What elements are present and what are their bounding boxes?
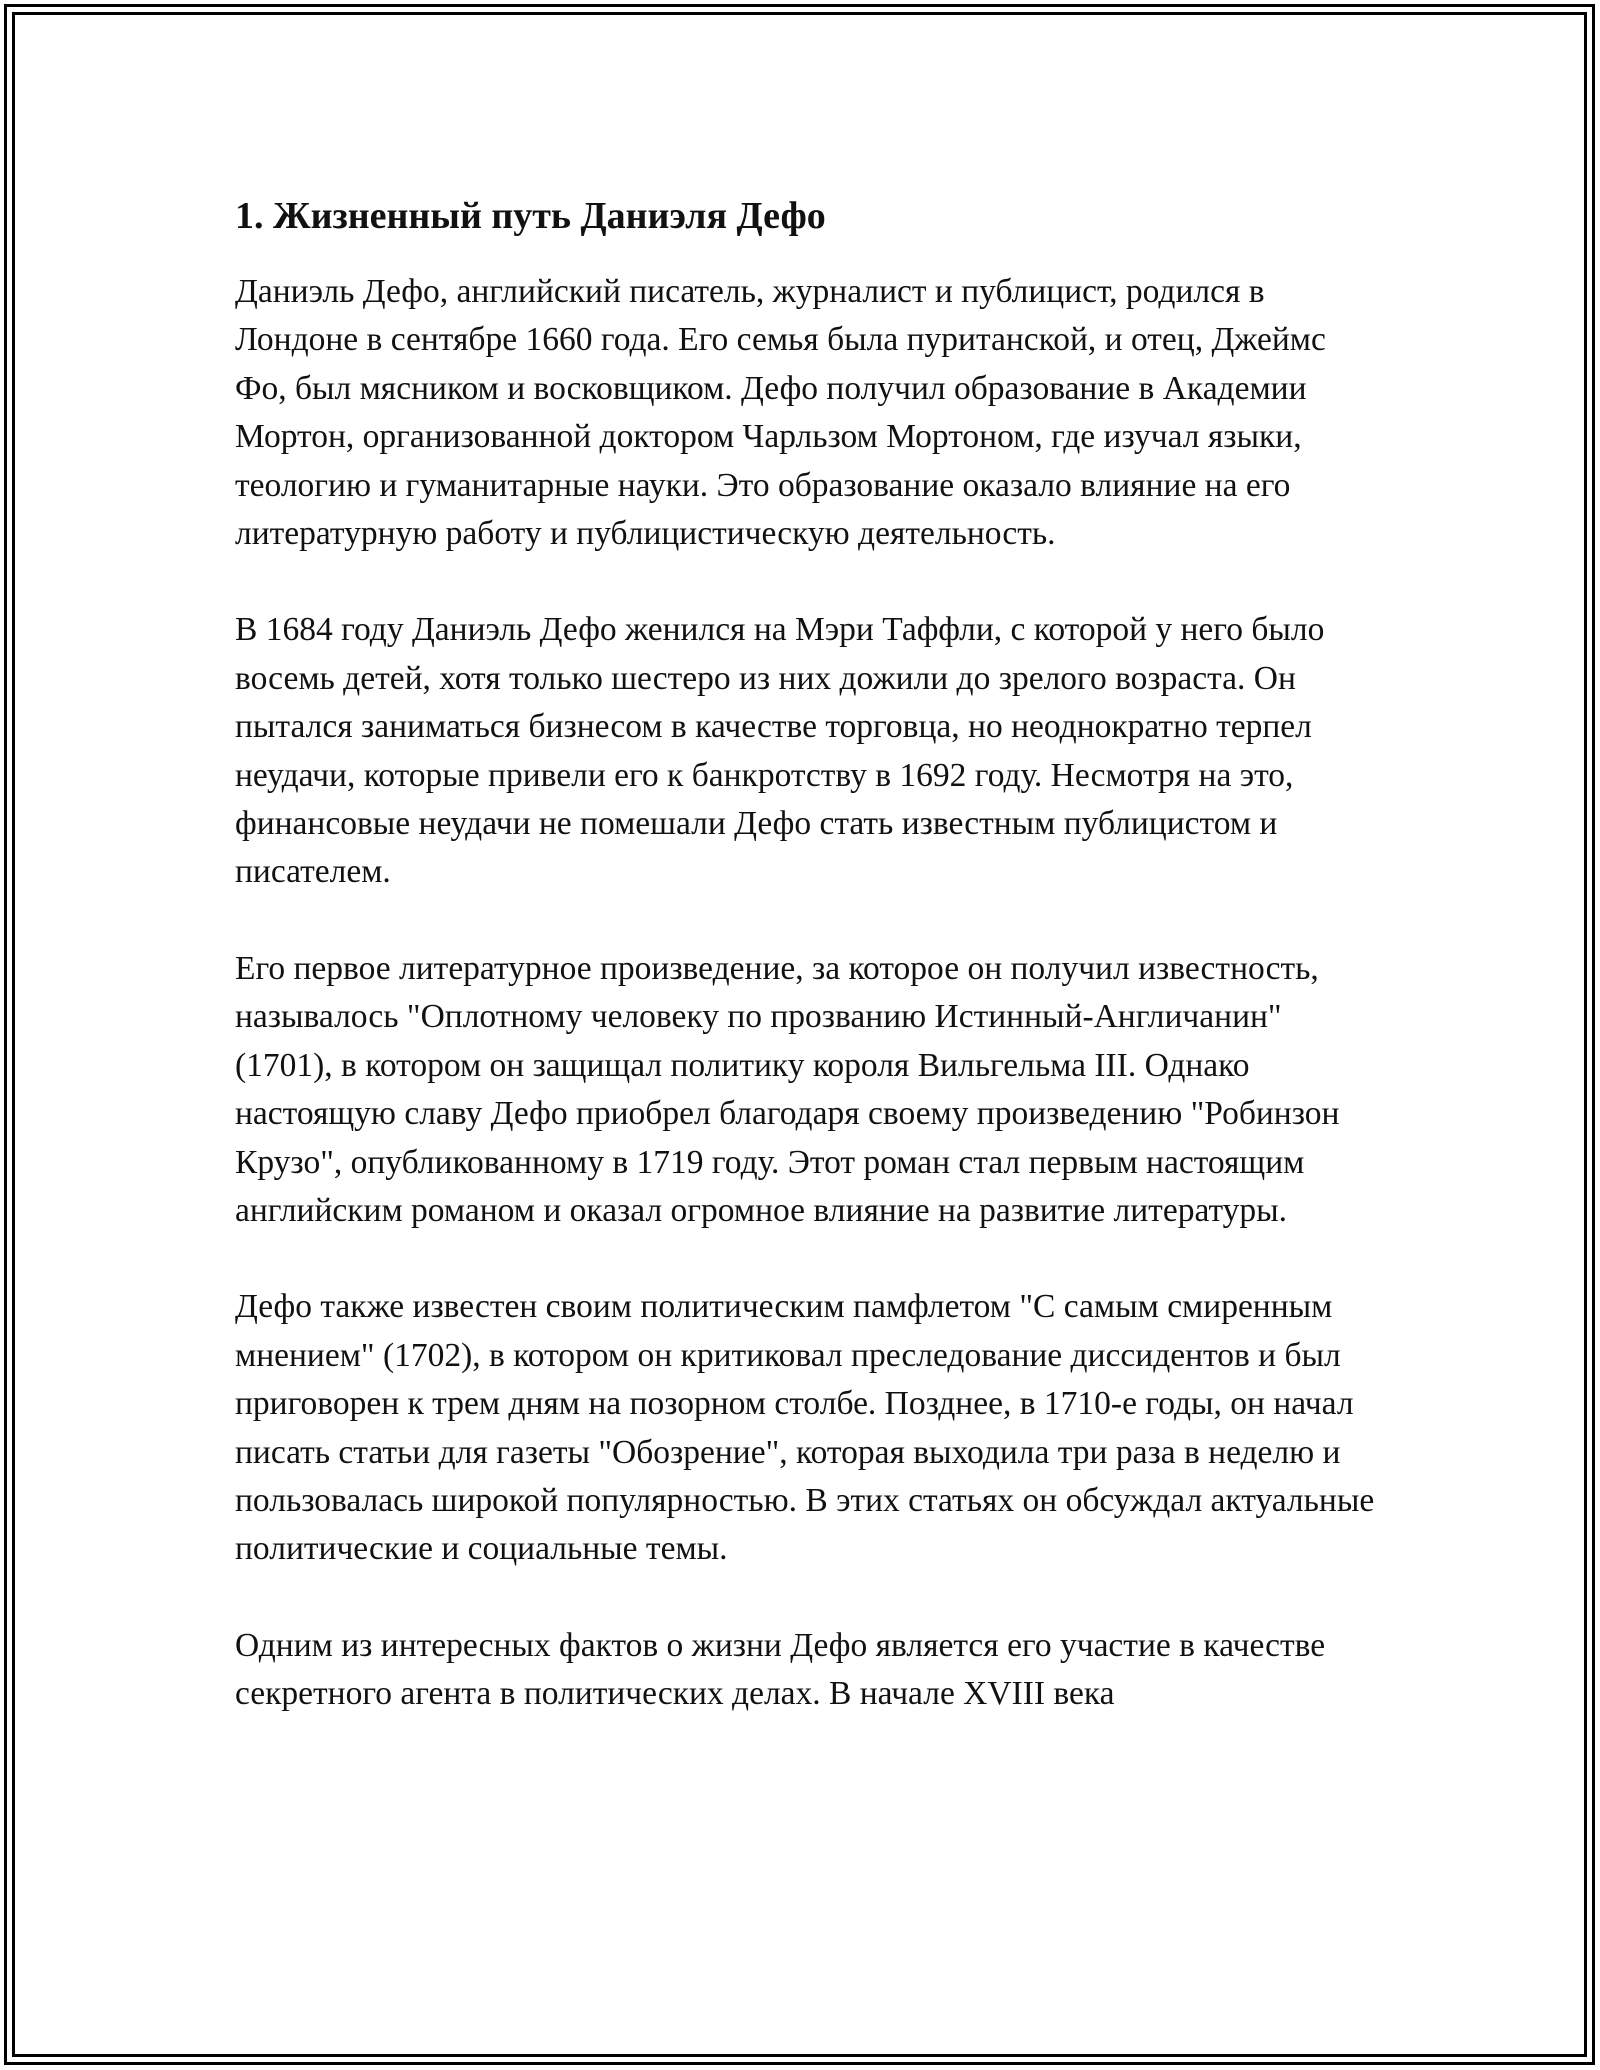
paragraph-4: Дефо также известен своим политическим памфлетом "С самым смиренным мнением" (1702), в котором он критиковал преследование диссидентов и был приговорен к трем дням на позорном столбе. Позднее, в 1710-е годы, он начал писать статьи для газеты "Обозрение", которая выходила три раза в неделю и пользовалась широкой популярностью. В этих статьях он обсуждал актуальные политические и социальные темы.: [235, 1288, 1375, 1568]
paragraph-5: Одним из интересных фактов о жизни Дефо является его участие в качестве секретного агента в политических делах. В начале XVIII века: [235, 1626, 1326, 1713]
section-heading: 1. Жизненный путь Даниэля Дефо: [235, 195, 826, 237]
paragraph-1: Даниэль Дефо, английский писатель, журналист и публицист, родился в Лондоне в сентябре 1660 года. Его семья была пуританской, и отец, Джеймс Фо, был мясником и восковщиком. Дефо получил образование в Академии Мортон, организованной доктором Чарльзом Мортоном, где изучал языки, теологию и гуманитарные науки. Это образование оказало влияние на его литературную работу и публицистическую деятельность.: [235, 273, 1326, 553]
paragraph-3: Его первое литературное произведение, за которое он получил известность, называлось "Оплотному человеку по прозванию Истинный-Англичанин" (1701), в котором он защищал политику короля Вильгельма III. Однако настоящую славу Дефо приобрел благодаря своему произведению "Робинзон Крузо", опубликованному в 1719 году. Этот роман стал первым настоящим английским романом и оказал огромное влияние на развитие литературы.: [235, 949, 1340, 1229]
document-body: [235, 186, 1375, 1767]
paragraph-2: В 1684 году Даниэль Дефо женился на Мэри Таффли, с которой у него было восемь детей, хотя только шестеро из них дожили до зрелого возраста. Он пытался заниматься бизнесом в качестве торговца, но неоднократно терпел неудачи, которые привели его к банкротству в 1692 году. Несмотря на это, финансовые неудачи не помешали Дефо стать известным публицистом и писателем.: [235, 611, 1325, 891]
